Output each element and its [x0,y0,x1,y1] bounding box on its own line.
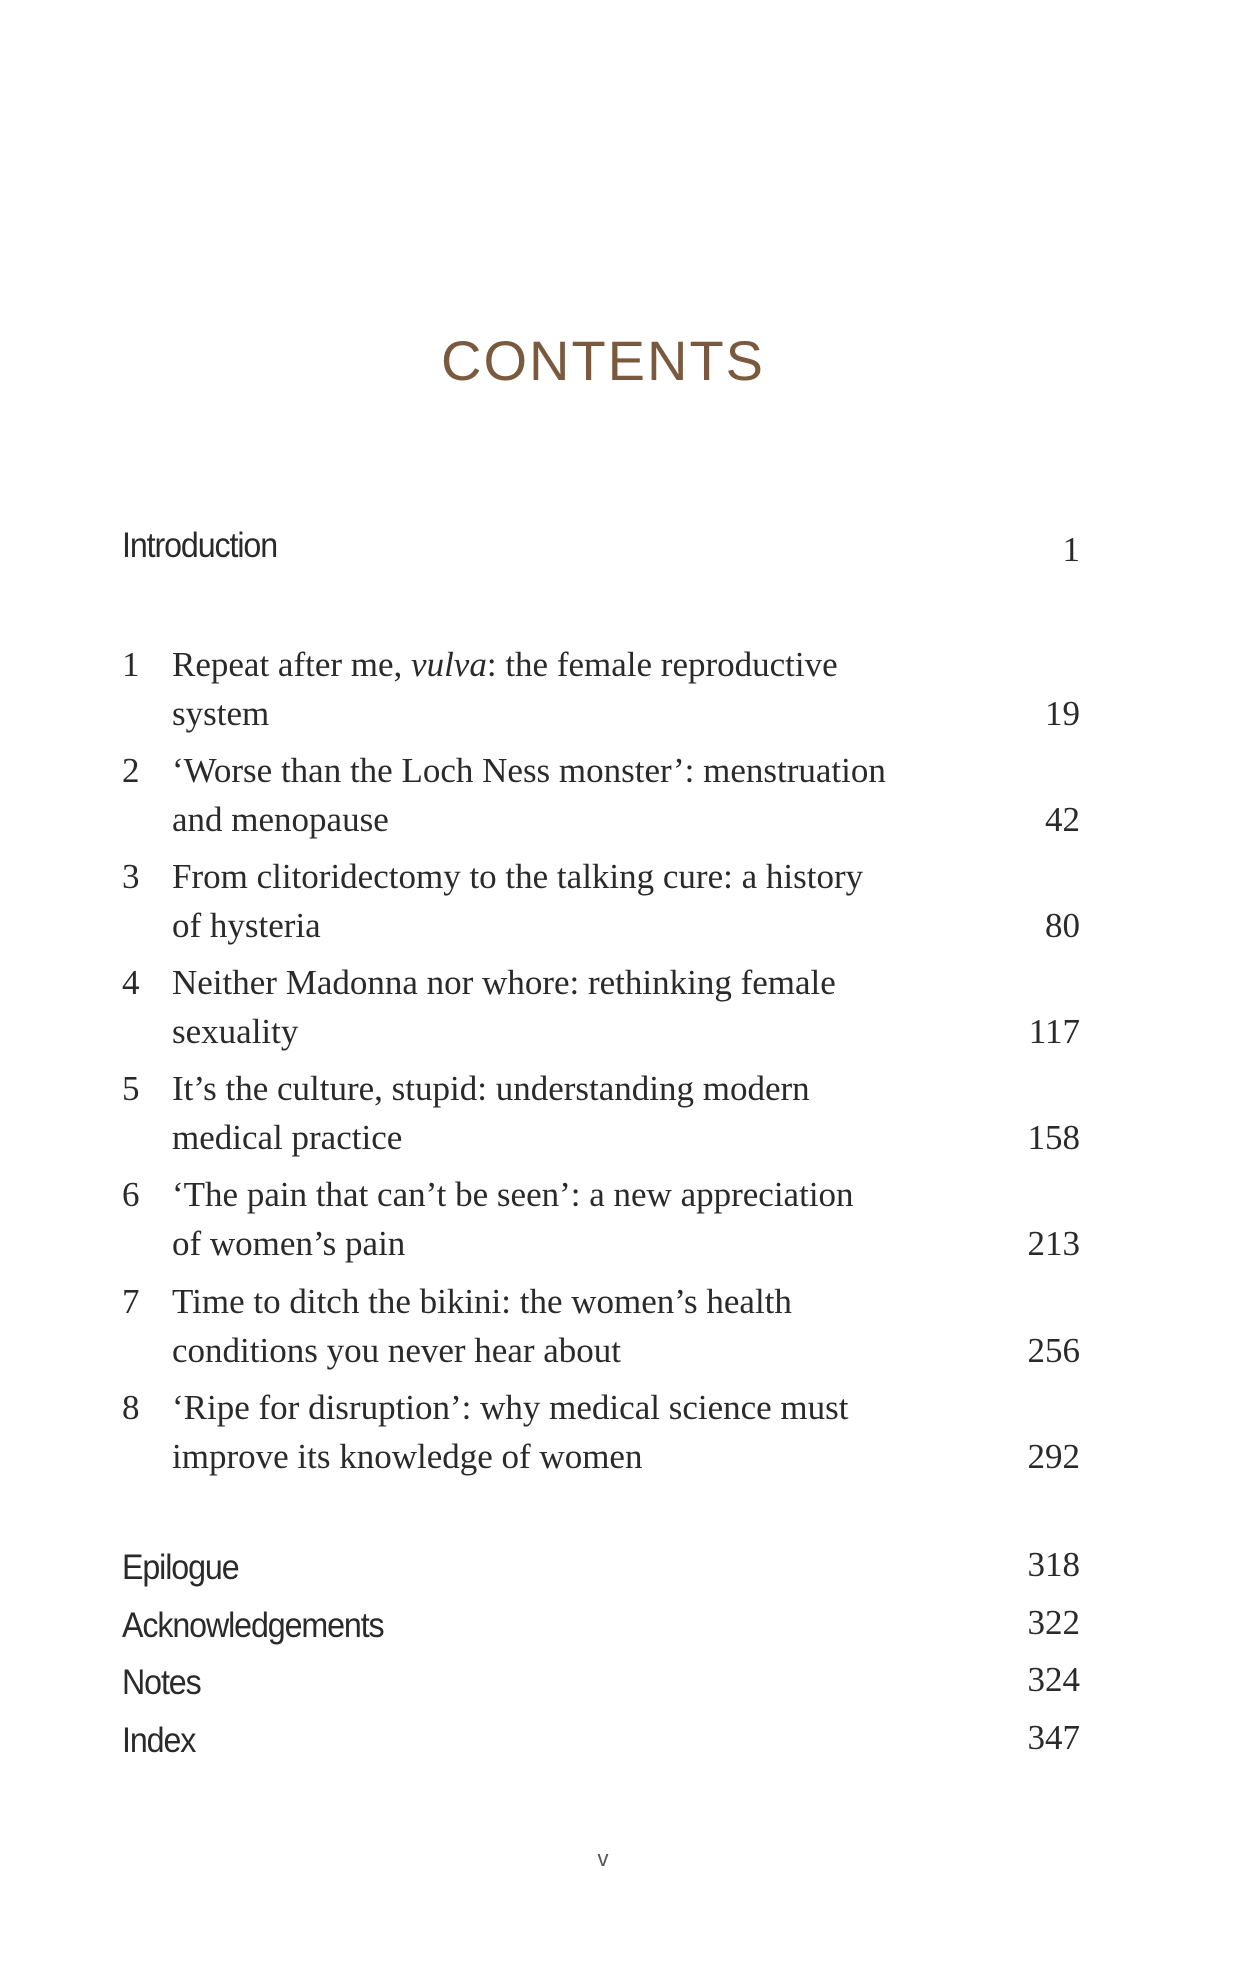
chapter-number: 6 [122,1175,140,1214]
chapter-page: 256 [1027,1331,1080,1370]
chapter-title-line-2: sexuality [172,1012,299,1051]
chapter-title-line-2: system [172,694,270,733]
chapter-page: 42 [1045,800,1080,839]
chapter-page: 80 [1045,906,1080,945]
toc-entry-page: 324 [1027,1660,1080,1699]
chapter-title-line-1: ‘Ripe for disruption’: why medical science must [172,1388,849,1427]
chapter-title-line-2: of hysteria [172,906,321,945]
chapter-title-line-1: ‘Worse than the Loch Ness monster’: menstruation [172,751,886,790]
chapter-title-line-1: Neither Madonna nor whore: rethinking female [172,963,836,1002]
chapter-number: 7 [122,1282,140,1321]
chapter-title-line-1: Repeat after me, vulva: the female reproductive [172,645,838,684]
chapter-number: 8 [122,1388,140,1427]
page-title: CONTENTS [441,329,765,392]
chapter-number: 5 [122,1069,140,1108]
toc-entry-page: 322 [1027,1603,1080,1642]
chapter-number: 2 [122,751,140,790]
toc-entry-label: Introduction [122,526,278,565]
chapter-page: 158 [1027,1118,1080,1157]
page-folio: v [597,1846,609,1871]
chapter-number: 4 [122,963,140,1002]
chapter-page: 19 [1045,694,1080,733]
chapter-page: 213 [1027,1224,1080,1263]
chapter-page: 292 [1027,1437,1080,1476]
chapter-title-line-1: ‘The pain that can’t be seen’: a new appreciation [172,1175,854,1214]
chapter-title-line-1: Time to ditch the bikini: the women’s health [172,1282,792,1321]
chapter-page: 117 [1028,1012,1080,1051]
toc-entry-page: 347 [1027,1718,1080,1757]
toc-entry-page: 1 [1062,530,1080,569]
toc-entry-label: Acknowledgements [122,1606,384,1645]
chapter-title-line-1: From clitoridectomy to the talking cure: a history [172,857,864,896]
chapter-title-line-2: medical practice [172,1118,403,1157]
chapter-number: 3 [122,857,140,896]
chapter-title-line-2: and menopause [172,800,389,839]
toc-entry-page: 318 [1027,1545,1080,1584]
toc-entry-label: Notes [122,1663,201,1702]
chapter-title-line-2: of women’s pain [172,1224,406,1263]
toc-entry-label: Epilogue [122,1548,239,1587]
chapter-title-line-2: conditions you never hear about [172,1331,622,1370]
chapter-number: 1 [122,645,140,684]
toc-entry-label: Index [122,1721,196,1760]
chapter-title-line-1: It’s the culture, stupid: understanding modern [172,1069,810,1108]
chapter-title-line-2: improve its knowledge of women [172,1437,643,1476]
